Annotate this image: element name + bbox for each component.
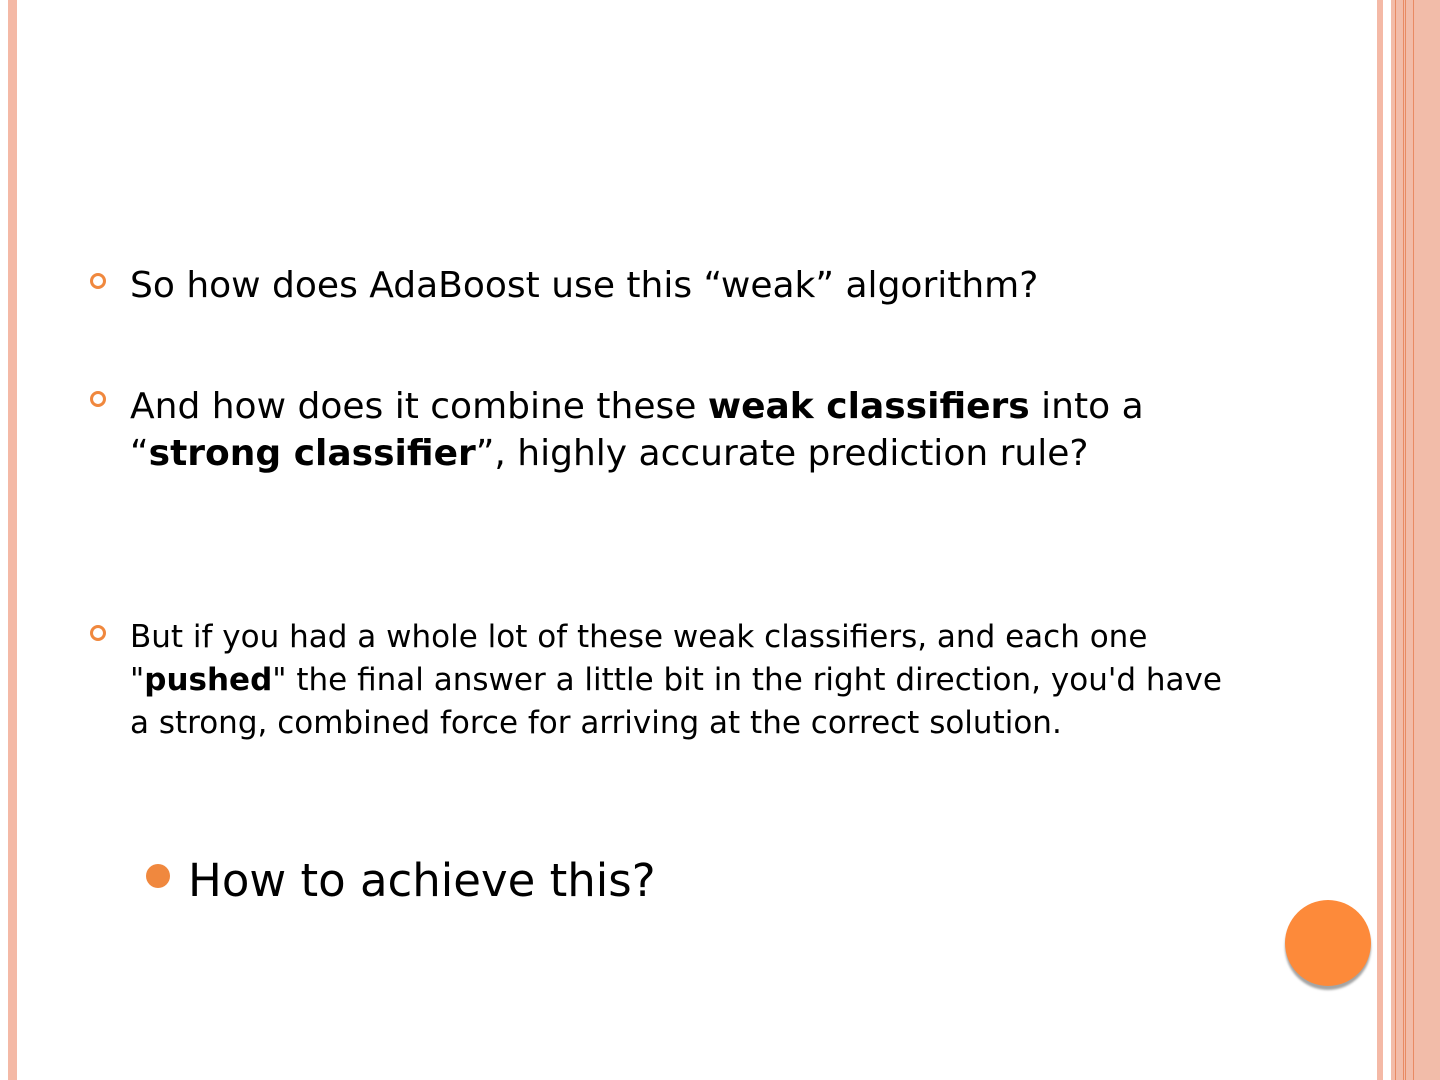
bold-term-weak-classifiers: weak classifiers (707, 386, 1030, 427)
filled-dot-bullet-icon (146, 864, 170, 888)
sub-bullet-item: How to achieve this? (188, 854, 656, 907)
bullet-text: " the final answer a little bit in the right direction, you'd have a strong, combined force for arriving at the correct solution. (130, 662, 1222, 741)
orange-circle-decoration (1285, 900, 1371, 986)
bullet-text: But if you had a whole lot of these weak classifiers, and each one " (130, 619, 1148, 698)
bullet-item-1 (130, 262, 1250, 309)
bullet-item-3 (130, 616, 1250, 745)
ring-bullet-icon (90, 273, 106, 289)
bullet-text: And how does it combine these (130, 386, 708, 427)
left-border-band (8, 0, 17, 1080)
right-border-wide-band (1391, 0, 1440, 1080)
bold-term-pushed: pushed (144, 662, 273, 698)
right-border-line (1413, 0, 1414, 1080)
right-border-thin-band (1377, 0, 1383, 1080)
bullet-item-2 (130, 383, 1250, 477)
ring-bullet-icon (90, 391, 106, 407)
right-border-line (1403, 0, 1404, 1080)
right-border-line (1395, 0, 1396, 1080)
bullet-text: ”, highly accurate prediction rule? (475, 433, 1089, 474)
bullet-text: into a “ (130, 386, 1144, 474)
ring-bullet-icon (90, 625, 106, 641)
bullet-text: So how does AdaBoost use this “weak” algorithm? (130, 265, 1039, 306)
right-border-line (1405, 0, 1406, 1080)
bold-term-strong-classifier: strong classifier (148, 433, 476, 474)
